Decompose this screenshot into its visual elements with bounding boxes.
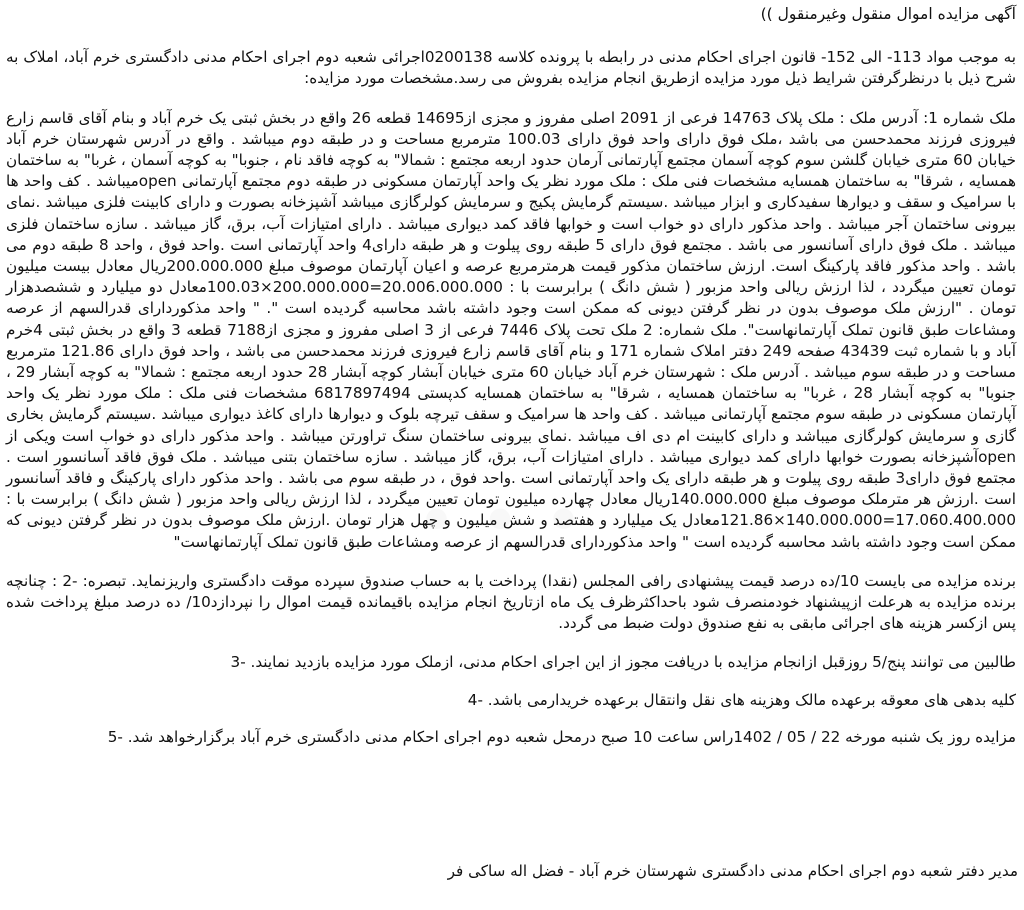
svg-text:• • •: • • • xyxy=(415,480,585,562)
condition-auction-date: مزایده روز یک شنبه مورخه 22 / 05 / 1402راس ساعت 10 صبح درمحل شعبه دوم اجرای احکام مدنی دادگستری خرم آباد برگزارخواهد شد. -5 xyxy=(107,727,1016,746)
notice-intro: به موجب مواد 113- الی 152- قانون اجرای احکام مدنی در رابطه با پرونده کلاسه 0200138اجرائی شعبه دوم اجرای احکام مدنی دادگستری خرم آباد، املاک به شرح ذیل با درنظرگرفتن شرایط ذیل مورد مزایده ازطریق انجام مزایده بفروش می رسد.مشخصات مورد مزایده: xyxy=(6,48,1016,88)
condition-deposit: برنده مزایده می بایست 10/ده درصد قیمت پیشنهادی رافی المجلس (نقدا) پرداخت یا به حساب صندوق سپرده موقت دادگستری واریزنماید. تبصره: -2 : چنانچه برنده مزایده به هرعلت ازپیشنهاد خودمنصرف شود باحداکثرظرف یک ماه ازتاریخ انجام مزایده باقیمانده قیمت اموال را نپردازد10/ ده درصد مبلغ پرداخت شده پس ازکسر هزینه های اجرائی مابقی به نفع صندوق دولت ضبط می گردد. xyxy=(6,571,1017,633)
signature-line: مدیر دفتر شعبه دوم اجرای احکام مدنی دادگستری شهرستان خرم آباد - فضل اله ساکی فر xyxy=(447,862,1018,881)
property-details: ملک شماره 1: آدرس ملک : ملک پلاک 14763 فرعی از 2091 اصلی مفروز و مجزی از14695 قطعه 26 واقع در بخش ثبتی یک خرم آباد و بنام آقای قاسم زارع فیروزی فرزند محمدحسن می باشد ،ملک فوق دارای واحد فوق دارای 100.03 مترمربع مساحت و در طبقه دوم میباشد . واقع در آدرس شهرستان خرم آباد خیابان 60 متری خیابان گلشن سوم کوچه آسمان مجتمع آپارتمانی آرمان حدود اربعه مجتمع : شمالا" به کوچه فاقد نام ، جنوبا" به کوچه آسمان ، غربا" به ساختمان همسایه ، شرقا" به ساختمان همسایه مشخصات فنی ملک : ملک مورد نظر یک واحد آپارتمان مسکونی در طبقه دوم مجتمع آپارتمانی openمیباشد . کف واحد ها با سرامیک و سقف و دیوارها سفیدکاری و ابزار میباشد .سیستم گرمایش پکیج و سرمایش کولرگازی میباشد آشپزخانه بصورت و دارای کابینت فلزی میباشد .نمای بیرونی ساختمان آجر میباشد . واحد مذکور دارای دو خواب است و خوابها فاقد کمد دیواری میباشد . دارای امتیازات آب، برق، گاز میباشد . سازه ساختمان فلزی میباشد . ملک فوق دارای آسانسور می باشد . مجتمع فوق دارای 5 طبقه روی پیلوت و هر طبقه دارای4 واحد آپارتمانی است .واحد فوق ، واحد 8 طبقه دوم می باشد . واحد مذکور فاقد پارکینگ است. ارزش ساختمان مذکور قیمت هرمترمربع عرصه و اعیان آپارتمان موصوف مبلغ 200.000.000ریال معادل بیست میلیون تومان تعیین میگردد ، لذا ارزش ریالی واحد مزبور ( شش دانگ ) برابرست با : 20.006.000.000=200.000.000×100.03معادل دو میلیارد و ششصدهزار تومان . "ارزش ملک موصوف بدون در نظر گرفتن دیونی که ممکن است وجود داشته باشد محاسبه گردیده است ". " واحد مذکوردارای قدرالسهم از عرصه ومشاعات طبق قانون تملک آپارتمانهاست". ملک شماره: 2 ملک تحت پلاک 7446 فرعی از 3 اصلی مفروز و مجزی از7188 قطعه 3 واقع در بخش ثبتی 4خرم آباد و با شماره ثبت 43439 صفحه 249 دفتر املاک شماره 171 و بنام آقای قاسم زارع فیروزی فرزند محمدحسن می باشد ، واحد فوق دارای 121.86 مترمربع مساحت و در طبقه سوم میباشد . آدرس ملک : شهرستان خرم آباد خیابان 60 متری خیابان آبشار کوچه آبشار 28 حدود اربعه مجتمع : شمالا" به کوچه آبشار 29 ، جنوبا" به کوچه آبشار 28 ، غربا" به ساختمان همسایه ، شرقا" به ساختمان همسایه کدپستی 6817897494 مشخصات فنی ملک : ملک مورد نظر یک واحد آپارتمان مسکونی در طبقه سوم مجتمع آپارتمانی میباشد . کف واحد ها سرامیک و سقف تیرچه بلوک و دیوارها دارای کاغذ دیواری میباشد .سیستم گرمایش بخاری گازی و سرمایش کولرگازی میباشد و دارای کابینت ام دی اف میباشد .نمای بیرونی ساختمان سنگ تراورتن میباشد . واحد مذکور دارای دو خواب است ویکی از openآشپزخانه بصورت خوابها دارای کمد دیواری میباشد . دارای امتیازات آب، برق، گاز میباشد . سازه ساختمان بتنی میباشد . ملک فوق فاقد آسانسور است . مجتمع فوق دارای3 طبقه روی پیلوت و هر طبقه دارای یک واحد آپارتمانی است .واحد فوق ، در طبقه سوم می باشد . واحد مذکور دارای پارکینگ و فاقد آسانسور است .ارزش هر مترملک موصوف مبلغ 140.000.000ریال معادل چهارده میلیون تومان تعیین میگردد ، لذا ارزش ریالی واحد مزبور ( شش دانگ ) برابرست با : 17.060.400.000=140.000.000×121.86معادل یک میلیارد و هفتصد و شش میلیون و چهل هزار تومان .ارزش ملک موصوف بدون در نظر گرفتن دیونی که ممکن است وجود داشته باشد محاسبه گردیده است " واحد مذکوردارای قدرالسهم از عرصه ومشاعات طبق قانون تملک آپارتمانهاست" xyxy=(6,108,1017,551)
condition-debts: کلیه بدهی های معوقه برعهده مالک وهزینه های نقل وانتقال برعهده خریدارمی باشد. -4 xyxy=(467,690,1016,709)
condition-inspection: طالبین می توانند پنج/5 روزقبل ازانجام مزایده با دریافت مجوز از این اجرای احکام مدنی، ازملک مورد مزایده بازدید نمایند. -3 xyxy=(230,653,1016,672)
notice-title: آگهی مزایده اموال منقول وغیرمنقول )) xyxy=(760,5,1016,23)
auction-notice xyxy=(6,4,1016,904)
